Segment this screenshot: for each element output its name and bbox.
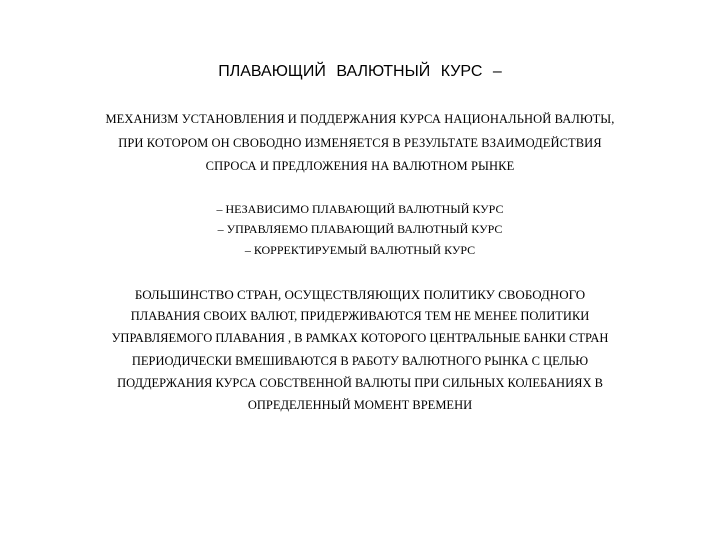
paragraph-line-4: ПЕРИОДИЧЕСКИ ВМЕШИВАЮТСЯ В РАБОТУ ВАЛЮТНОГО РЫНКА С ЦЕЛЬЮ bbox=[131, 354, 589, 368]
definition-line-1: МЕХАНИЗМ УСТАНОВЛЕНИЯ И ПОДДЕРЖАНИЯ КУРСА НАЦИОНАЛЬНОЙ ВАЛЮТЫ, bbox=[105, 112, 615, 126]
paragraph-line-1: БОЛЬШИНСТВО СТРАН, ОСУЩЕСТВЛЯЮЩИХ ПОЛИТИКУ СВОБОДНОГО bbox=[134, 287, 586, 302]
type-item-managed: – УПРАВЛЯЕМО ПЛАВАЮЩИЙ ВАЛЮТНЫЙ КУРС bbox=[217, 222, 503, 236]
type-item-adjustable: – КОРРЕКТИРУЕМЫЙ ВАЛЮТНЫЙ КУРС bbox=[244, 243, 476, 257]
type-item-independent: – НЕЗАВИСИМО ПЛАВАЮЩИЙ ВАЛЮТНЫЙ КУРС bbox=[216, 202, 504, 216]
definition-line-2: ПРИ КОТОРОМ ОН СВОБОДНО ИЗМЕНЯЕТСЯ В РЕЗУЛЬТАТЕ ВЗАИМОДЕЙСТВИЯ bbox=[118, 136, 602, 150]
paragraph-line-6: ОПРЕДЕЛЕННЫЙ МОМЕНТ ВРЕМЕНИ bbox=[247, 398, 473, 412]
paragraph-line-2: ПЛАВАНИЯ СВОИХ ВАЛЮТ, ПРИДЕРЖИВАЮТСЯ ТЕМ НЕ МЕНЕЕ ПОЛИТИКИ bbox=[130, 309, 590, 323]
paragraph-line-3: УПРАВЛЯЕМОГО ПЛАВАНИЯ , В РАМКАХ КОТОРОГО ЦЕНТРАЛЬНЫЕ БАНКИ СТРАН bbox=[111, 331, 609, 345]
slide-title: ПЛАВАЮЩИЙ ВАЛЮТНЫЙ КУРС – bbox=[218, 63, 502, 80]
definition-line-3: СПРОСА И ПРЕДЛОЖЕНИЯ НА ВАЛЮТНОМ РЫНКЕ bbox=[205, 159, 515, 173]
paragraph-line-5: ПОДДЕРЖАНИЯ КУРСА СОБСТВЕННОЙ ВАЛЮТЫ ПРИ СИЛЬНЫХ КОЛЕБАНИЯХ В bbox=[117, 376, 603, 390]
